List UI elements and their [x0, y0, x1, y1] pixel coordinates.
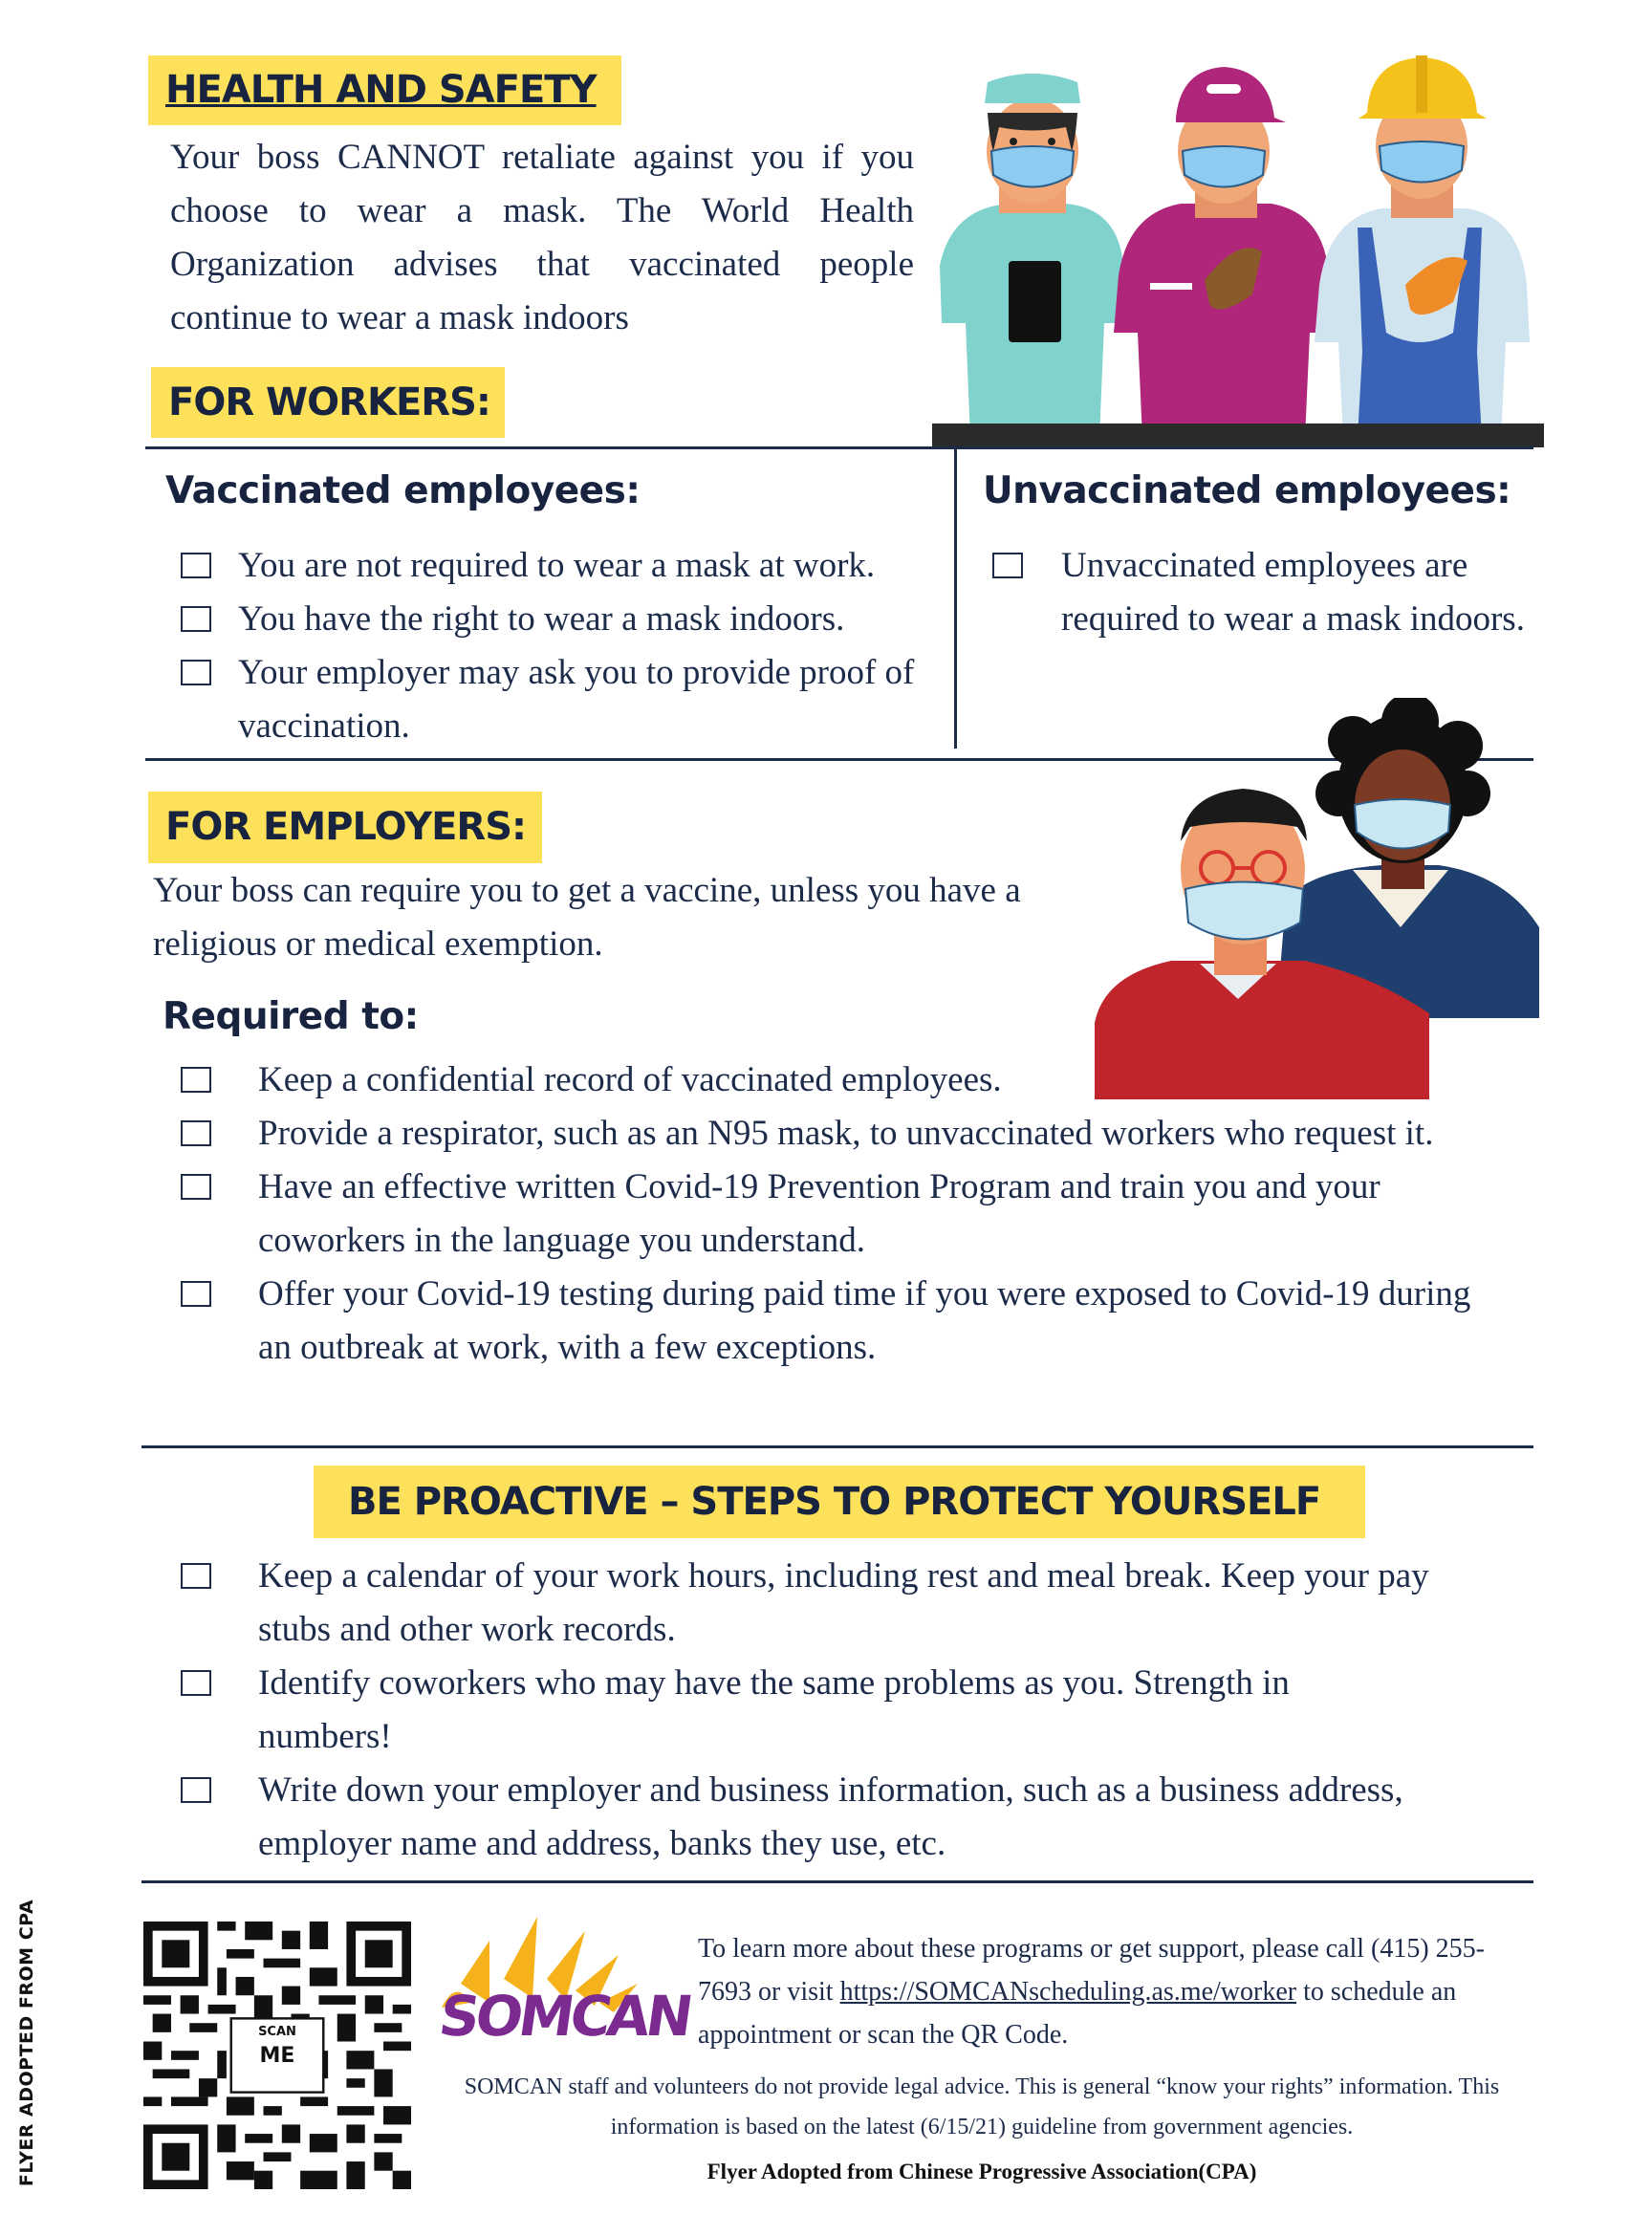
list-item: [181, 1107, 1652, 1161]
list-item: [181, 1550, 1519, 1657]
checkbox[interactable]: [181, 1563, 211, 1589]
somcan-logo: [432, 1912, 694, 2055]
checkbox[interactable]: [181, 660, 211, 685]
list-item-text: Write down your employer and business information, such as a business address, employer name and address, banks they use, etc.: [258, 1770, 1403, 1863]
checkbox[interactable]: [181, 1067, 211, 1093]
list-item: [181, 1268, 1519, 1375]
list-item: [992, 539, 1528, 646]
checkbox[interactable]: [181, 553, 211, 578]
health-safety-text: Your boss CANNOT retaliate against you if you choose to wear a mask. The World Health Organization advises that vaccinated people continue to wear a mask indoors: [170, 138, 914, 337]
checkbox[interactable]: [992, 553, 1023, 578]
list-item-text: Keep a confidential record of vaccinated employees.: [258, 1060, 1002, 1099]
unvaccinated-list: [992, 539, 1528, 646]
side-label: FLYER ADOPTED FROM CPA: [16, 1899, 37, 2187]
list-item-text: Your employer may ask you to provide proof of vaccination.: [238, 653, 915, 746]
checkbox[interactable]: [181, 606, 211, 632]
qr-code[interactable]: [143, 1922, 411, 2189]
list-item-text: Provide a respirator, such as an N95 mask, to unvaccinated workers who request it.: [258, 1114, 1434, 1153]
unvaccinated-title: Unvaccinated employees:: [983, 469, 1511, 512]
health-safety-heading-text: HEALTH AND SAFETY: [165, 68, 597, 112]
list-item-text: Offer your Covid-19 testing during paid time if you were exposed to Covid-19 during an outbreak at work, with a few exceptions.: [258, 1274, 1471, 1367]
checkbox[interactable]: [181, 1670, 211, 1696]
list-item-text: Identify coworkers who may have the same problems as you. Strength in numbers!: [258, 1663, 1290, 1756]
checkbox[interactable]: [181, 1281, 211, 1307]
divider-proactive-bottom: [141, 1880, 1533, 1883]
divider-workers-middle: [954, 446, 957, 749]
for-employers-heading: FOR EMPLOYERS:: [148, 792, 542, 863]
list-item-text: You have the right to wear a mask indoors.: [238, 599, 845, 639]
for-workers-heading: FOR WORKERS:: [151, 367, 505, 438]
workers-illustration: [932, 46, 1544, 447]
scheduling-link[interactable]: https://SOMCANscheduling.as.me/worker: [839, 1977, 1297, 2007]
checkbox[interactable]: [181, 1120, 211, 1146]
checkbox[interactable]: [181, 1174, 211, 1200]
qr-me-label: ME: [259, 2044, 295, 2068]
list-item: [181, 1161, 1519, 1268]
contact-text-after: to schedule an appointment or scan the QR Code.: [698, 1977, 1457, 2050]
disclaimer: SOMCAN staff and volunteers do not provide legal advice. This is general “know your rights” information. This information is based on the latest (6/15/21) guideline from government agencies.: [464, 2074, 1500, 2139]
list-item-text: Have an effective written Covid-19 Prevention Program and train you and your coworkers in the language you understand.: [258, 1167, 1380, 1260]
contact-info: [698, 1927, 1530, 2056]
vaccinated-list: [181, 539, 946, 753]
list-item-text: Keep a calendar of your work hours, including rest and meal break. Keep your pay stubs and other work records.: [258, 1556, 1429, 1649]
proactive-list: [181, 1550, 1519, 1871]
list-item: [181, 1053, 1519, 1107]
list-item-text: You are not required to wear a mask at work.: [238, 546, 876, 585]
vaccinated-title: Vaccinated employees:: [165, 469, 641, 512]
list-item: [181, 539, 946, 593]
somcan-logo-text: SOMCAN: [435, 1984, 694, 2049]
divider-employers-bottom: [141, 1445, 1533, 1448]
qr-scan-label: SCAN: [258, 2025, 296, 2039]
employer-requirements-list: [181, 1053, 1519, 1375]
list-item-text: Unvaccinated employees are required to wear a mask indoors.: [1061, 546, 1525, 639]
contact-text-before: To learn more about these programs or get support, please call (415) 255-7693 or visit: [698, 1934, 1486, 2007]
list-item: [181, 593, 946, 646]
credit-line: Flyer Adopted from Chinese Progressive Association(CPA): [706, 2160, 1257, 2183]
proactive-heading: BE PROACTIVE – STEPS TO PROTECT YOURSELF: [314, 1466, 1365, 1538]
health-safety-heading: [148, 55, 621, 125]
checkbox[interactable]: [181, 1777, 211, 1803]
for-employers-text: Your boss can require you to get a vaccine, unless you have a religious or medical exemption.: [153, 871, 1021, 964]
list-item: [181, 1764, 1519, 1871]
divider-workers-top: [145, 446, 1533, 449]
employees-illustration: [1095, 698, 1544, 1099]
required-to-title: Required to:: [163, 995, 419, 1038]
list-item: [181, 1657, 1519, 1764]
list-item: [181, 646, 946, 753]
